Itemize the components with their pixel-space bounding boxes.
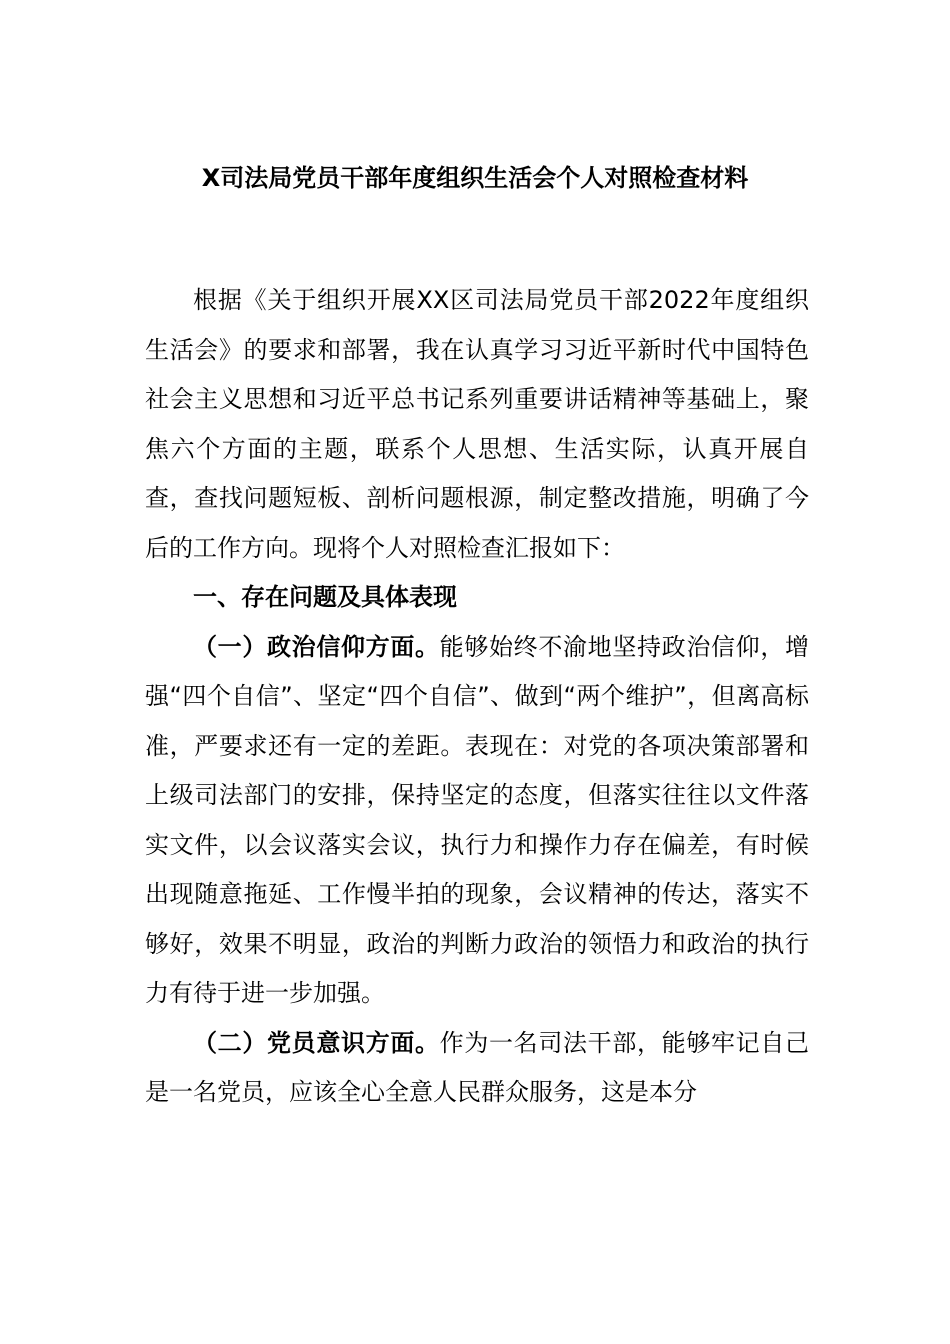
item-text: 能够始终不渝地坚持政治信仰，增强“四个自信”、坚定“四个自信”、做到“两个维护”，但离高标准，严要求还有一定的差距。表现在：对党的各项决策部署和上级司法部门的安排，保持坚定的态度，但落实往往以文件落实文件，以会议落实会议，执行力和操作力存在偏差，有时候出现随意拖延、工作慢半拍的现象，会议精神的传达，落实不够好，效果不明显，政治的判断力政治的领悟力和政治的执行力有待于进一步加强。: [145, 632, 810, 1007]
item-heading: （一）政治信仰方面。: [193, 632, 440, 661]
intro-paragraph: 根据《关于组织开展XX区司法局党员干部2022年度组织生活会》的要求和部署，我在认真学习习近平新时代中国特色社会主义思想和习近平总书记系列重要讲话精神等基础上，聚焦六个方面的主题，联系个人思想、生活实际，认真开展自查，查找问题短板、剖析问题根源，制定整改措施，明确了今后的工作方向。现将个人对照检查汇报如下：: [145, 286, 809, 562]
item-heading: （二）党员意识方面。: [193, 1028, 440, 1057]
section-heading: 一、存在问题及具体表现: [193, 583, 457, 611]
document-title: X司法局党员干部年度组织生活会个人对照检查材料: [201, 164, 749, 192]
item-paragraph: [145, 623, 809, 1019]
item-text: 作为一名司法干部，能够牢记自己是一名党员，应该全心全意人民群众服务，这是本分: [145, 1028, 810, 1106]
document-body: [145, 276, 809, 1118]
item-paragraph: [145, 1019, 809, 1118]
